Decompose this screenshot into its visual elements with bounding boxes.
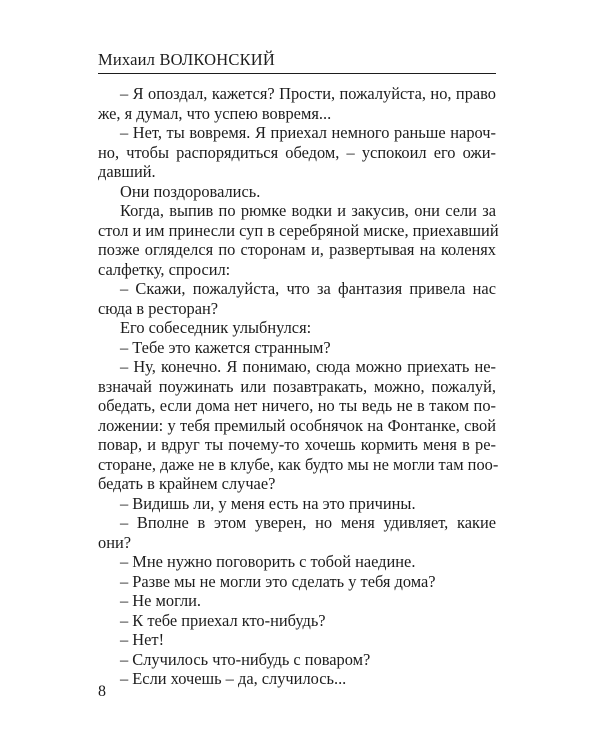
text-line: давший. — [98, 162, 156, 181]
text-line: стол и им принесли суп в серебряной миске, приехавший — [98, 220, 499, 240]
text-line: Когда, выпив по рюмке водки и закусив, они сели за — [120, 201, 496, 220]
paragraph — [98, 279, 496, 318]
text-line: – Мне нужно поговорить с тобой наедине. — [120, 552, 416, 571]
text-line: – К тебе приехал кто-нибудь? — [120, 610, 326, 630]
text-line: они? — [98, 532, 132, 552]
text-line: но, чтобы распорядиться обедом, – успокоил его ожи- — [98, 142, 496, 162]
paragraph — [98, 552, 496, 572]
text-line: – Тебе это кажется странным? — [120, 337, 331, 357]
paragraph — [98, 669, 496, 689]
text-line: сторане, даже не в клубе, как будто мы не могли там поо- — [98, 454, 499, 474]
paragraph — [98, 123, 496, 182]
paragraph — [98, 513, 496, 552]
text-line: обедать, если дома нет ничего, но ты ведь не в таком по- — [98, 396, 496, 415]
text-line: – Разве мы не могли это сделать у тебя дома? — [120, 571, 436, 591]
text-line: ложении: у тебя премилый особнячок на Фонтанке, свой — [98, 415, 496, 435]
paragraph — [98, 338, 496, 358]
text-line: – Вполне в этом уверен, но меня удивляет, какие — [120, 513, 496, 532]
text-line: салфетку, спросил: — [98, 259, 231, 279]
header-rule — [98, 73, 496, 74]
paragraph — [98, 630, 496, 650]
paragraph — [98, 318, 496, 338]
text-line: – Если хочешь – да, случилось... — [120, 669, 347, 688]
text-line: – Скажи, пожалуйста, что за фантазия привела нас — [120, 279, 496, 298]
text-line: взначай поужинать или позавтракать, можно, пожалуй, — [98, 376, 496, 396]
paragraph — [98, 572, 496, 592]
text-line: – Нет! — [120, 630, 165, 649]
text-line: – Не могли. — [120, 591, 202, 610]
text-line: позже огляделся по сторонам и, развертывая на коленях — [98, 240, 496, 259]
page-number: 8 — [98, 683, 106, 700]
body-text — [98, 84, 499, 689]
text-line: сюда в ресторан? — [98, 298, 219, 318]
paragraph — [98, 611, 496, 631]
text-line: Его собеседник улыбнулся: — [120, 318, 312, 337]
text-line: бедать в крайнем случае? — [98, 474, 276, 493]
text-line: – Ну, конечно. Я понимаю, сюда можно приехать не- — [120, 357, 496, 376]
paragraph — [98, 591, 496, 611]
paragraph — [98, 201, 499, 279]
paragraph — [98, 650, 496, 670]
paragraph — [98, 494, 496, 514]
text-line: Они поздоровались. — [120, 181, 261, 201]
paragraph — [98, 357, 499, 494]
paragraph — [98, 84, 496, 123]
running-header: Михаил ВОЛКОНСКИЙ — [98, 50, 276, 69]
text-line: – Случилось что-нибудь с поваром? — [120, 649, 371, 669]
paragraph — [98, 182, 496, 202]
text-line: – Я опоздал, кажется? Прости, пожалуйста, но, право же, я думал, что успею вовремя... — [98, 84, 496, 123]
text-line: – Видишь ли, у меня есть на это причины. — [120, 493, 416, 513]
text-line: – Нет, ты вовремя. Я приехал немного раньше нароч- — [120, 123, 496, 142]
text-line: повар, и вдруг ты почему-то хочешь кормить меня в ре- — [98, 435, 496, 454]
